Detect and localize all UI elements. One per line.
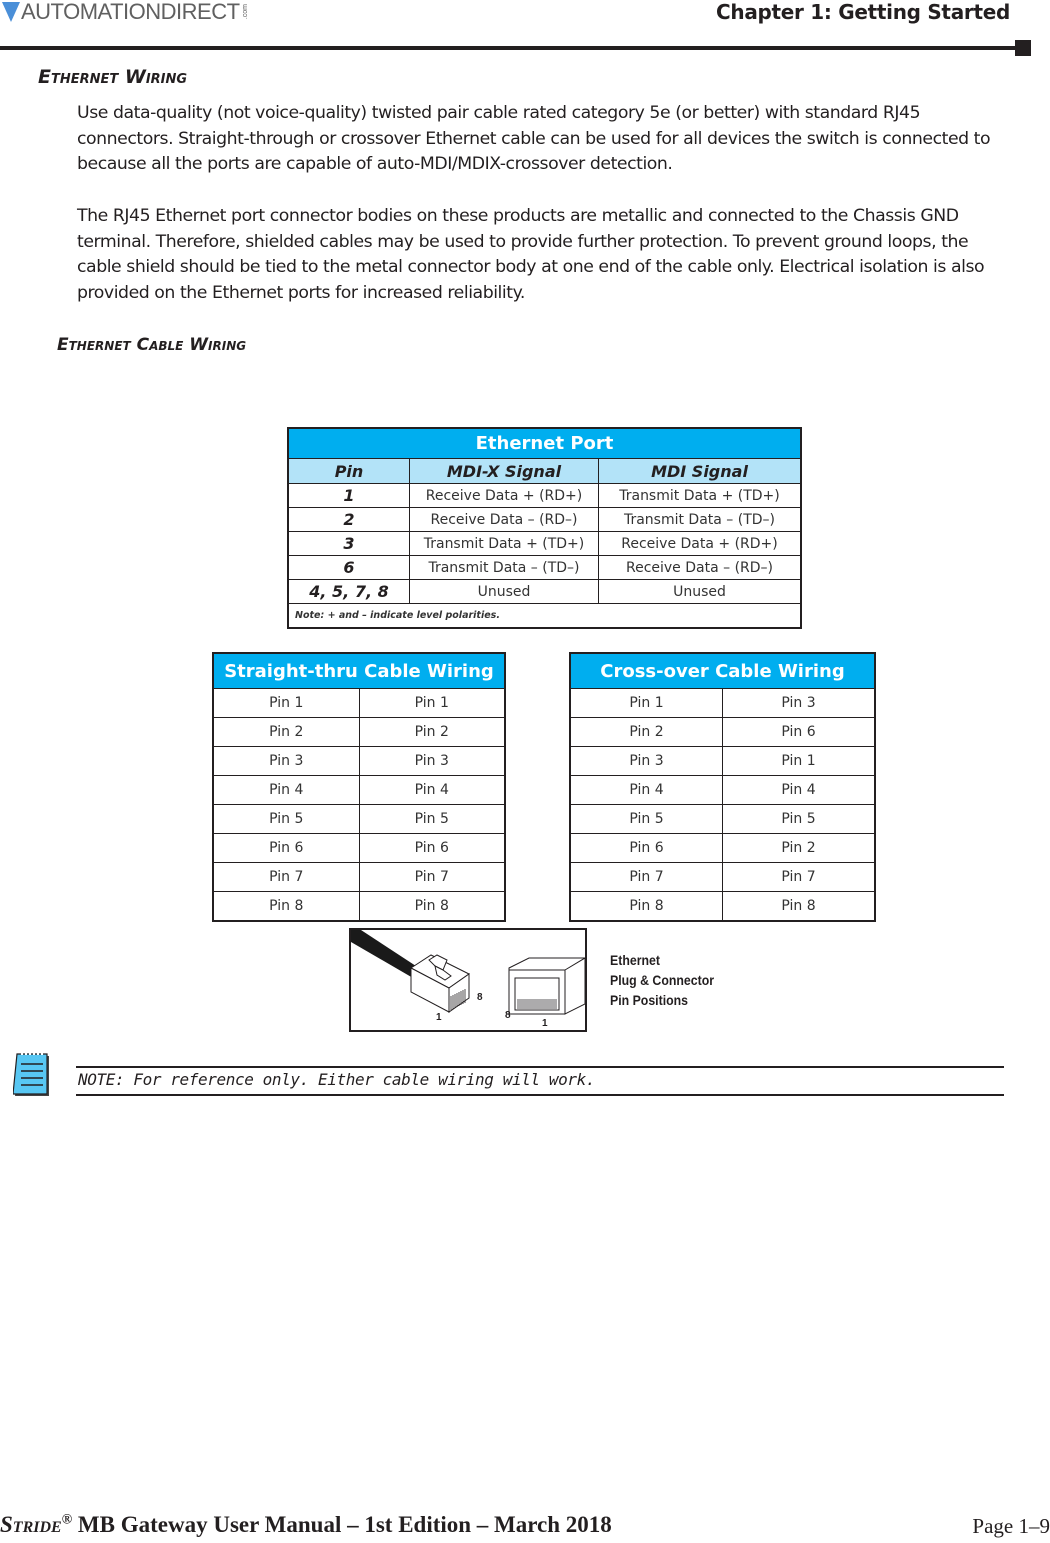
note-text: NOTE: For reference only. Either cable wiring will work. xyxy=(78,1070,596,1089)
mdix-cell: Receive Data + (RD+) xyxy=(410,484,599,508)
mdi-cell: Receive Data + (RD+) xyxy=(599,532,802,556)
to-pin-cell: Pin 1 xyxy=(359,689,505,718)
from-pin-cell: Pin 1 xyxy=(213,689,359,718)
from-pin-cell: Pin 8 xyxy=(213,892,359,922)
figure-caption xyxy=(610,950,714,1010)
to-pin-cell: Pin 6 xyxy=(723,718,876,747)
to-pin-cell: Pin 8 xyxy=(359,892,505,922)
rj45-plug-and-jack-icon xyxy=(351,930,585,1030)
note-rule-bottom xyxy=(76,1094,1004,1096)
mdi-cell: Transmit Data – (TD–) xyxy=(599,508,802,532)
pin-cell: 1 xyxy=(288,484,410,508)
pin-cell: 3 xyxy=(288,532,410,556)
section-heading: Ethernet Wiring xyxy=(38,66,188,88)
column-header-pin: Pin xyxy=(288,459,410,484)
table-row xyxy=(213,747,505,776)
section-subheading: Ethernet Cable Wiring xyxy=(57,335,247,355)
crossover-table xyxy=(569,652,876,922)
note-rule-top xyxy=(76,1066,1004,1068)
table-row xyxy=(288,580,801,604)
to-pin-cell: Pin 2 xyxy=(359,718,505,747)
mdix-cell: Transmit Data – (TD–) xyxy=(410,556,599,580)
table-row xyxy=(213,689,505,718)
table-row xyxy=(213,863,505,892)
mdi-cell: Transmit Data + (TD+) xyxy=(599,484,802,508)
from-pin-cell: Pin 2 xyxy=(570,718,723,747)
from-pin-cell: Pin 6 xyxy=(570,834,723,863)
to-pin-cell: Pin 7 xyxy=(359,863,505,892)
registered-mark: ® xyxy=(61,1512,73,1528)
table-row xyxy=(213,892,505,922)
table-row xyxy=(288,508,801,532)
from-pin-cell: Pin 4 xyxy=(213,776,359,805)
footer-manual-title xyxy=(0,1512,612,1538)
mdi-cell: Unused xyxy=(599,580,802,604)
caption-line: Pin Positions xyxy=(610,992,689,1008)
to-pin-cell: Pin 6 xyxy=(359,834,505,863)
paragraph-shielding: The RJ45 Ethernet port connector bodies on these products are metallic and connected to the Chassis GND terminal. Therefore, shielded cables may be used to provide further protection. To prevent ground loops, the cable shield should be tied to the metal connector body at one end of the cable only. Electrical isolation is also provided on the Ethernet ports for increased reliability. xyxy=(77,206,985,303)
jack-pin-8-label: 8 xyxy=(505,1010,511,1021)
footer-brand: Stride xyxy=(0,1512,62,1537)
to-pin-cell: Pin 4 xyxy=(723,776,876,805)
page-number: Page 1–9 xyxy=(972,1514,1050,1538)
to-pin-cell: Pin 1 xyxy=(723,747,876,776)
table-row xyxy=(288,484,801,508)
caption-line: Plug & Connector xyxy=(610,972,715,988)
column-header-mdix: MDI-X Signal xyxy=(410,459,599,484)
from-pin-cell: Pin 3 xyxy=(570,747,723,776)
column-header-mdi: MDI Signal xyxy=(599,459,802,484)
to-pin-cell: Pin 5 xyxy=(723,805,876,834)
logo-text: AUTOMATIONDIRECT xyxy=(21,0,240,24)
header-rule xyxy=(0,46,1016,50)
to-pin-cell: Pin 3 xyxy=(723,689,876,718)
table-row xyxy=(288,556,801,580)
from-pin-cell: Pin 6 xyxy=(213,834,359,863)
chapter-title: Chapter 1: Getting Started xyxy=(716,0,1010,24)
table-note: Note: + and – indicate level polarities. xyxy=(288,604,801,629)
ethernet-port-table xyxy=(287,427,802,629)
pin-cell: 2 xyxy=(288,508,410,532)
mdix-cell: Transmit Data + (TD+) xyxy=(410,532,599,556)
to-pin-cell: Pin 3 xyxy=(359,747,505,776)
header-square-marker xyxy=(1015,40,1031,56)
mdix-cell: Unused xyxy=(410,580,599,604)
pin-cell: 6 xyxy=(288,556,410,580)
to-pin-cell: Pin 2 xyxy=(723,834,876,863)
mdix-cell: Receive Data – (RD–) xyxy=(410,508,599,532)
to-pin-cell: Pin 5 xyxy=(359,805,505,834)
from-pin-cell: Pin 8 xyxy=(570,892,723,922)
logo-v-icon xyxy=(2,2,20,22)
from-pin-cell: Pin 2 xyxy=(213,718,359,747)
table-title: Ethernet Port xyxy=(288,428,801,459)
table-row xyxy=(570,805,875,834)
straight-thru-table xyxy=(212,652,506,922)
from-pin-cell: Pin 7 xyxy=(213,863,359,892)
to-pin-cell: Pin 7 xyxy=(723,863,876,892)
jack-pin-1-label: 1 xyxy=(542,1018,548,1029)
from-pin-cell: Pin 4 xyxy=(570,776,723,805)
from-pin-cell: Pin 3 xyxy=(213,747,359,776)
notepad-icon xyxy=(13,1052,51,1098)
to-pin-cell: Pin 8 xyxy=(723,892,876,922)
pin-cell: 4, 5, 7, 8 xyxy=(288,580,410,604)
from-pin-cell: Pin 5 xyxy=(213,805,359,834)
table-row xyxy=(570,863,875,892)
table-row xyxy=(213,805,505,834)
table-row xyxy=(570,834,875,863)
table-title: Straight-thru Cable Wiring xyxy=(213,653,505,689)
from-pin-cell: Pin 7 xyxy=(570,863,723,892)
plug-pin-8-label: 8 xyxy=(477,992,483,1003)
automationdirect-logo xyxy=(2,0,249,24)
table-title: Cross-over Cable Wiring xyxy=(570,653,875,689)
table-row xyxy=(213,776,505,805)
mdi-cell: Receive Data – (RD–) xyxy=(599,556,802,580)
to-pin-cell: Pin 4 xyxy=(359,776,505,805)
table-row xyxy=(570,776,875,805)
logo-suffix: .com xyxy=(241,4,249,20)
footer-title-rest: MB Gateway User Manual – 1st Edition – March 2018 xyxy=(72,1512,612,1537)
table-row xyxy=(570,689,875,718)
plug-pin-1-label: 1 xyxy=(436,1012,442,1023)
from-pin-cell: Pin 1 xyxy=(570,689,723,718)
table-row xyxy=(213,718,505,747)
table-row xyxy=(570,747,875,776)
rj45-plug-connector-figure xyxy=(349,928,587,1032)
caption-line: Ethernet xyxy=(610,952,660,968)
table-row xyxy=(288,532,801,556)
table-row xyxy=(213,834,505,863)
paragraph-cable-requirements: Use data-quality (not voice-quality) twisted pair cable rated category 5e (or better) with standard RJ45 connectors. Straight-through or crossover Ethernet cable can be used for all devices the switch is connected to because all the ports are capable of auto-MDI/MDIX-crossover detection. xyxy=(77,103,991,174)
from-pin-cell: Pin 5 xyxy=(570,805,723,834)
table-row xyxy=(570,718,875,747)
table-row xyxy=(570,892,875,922)
